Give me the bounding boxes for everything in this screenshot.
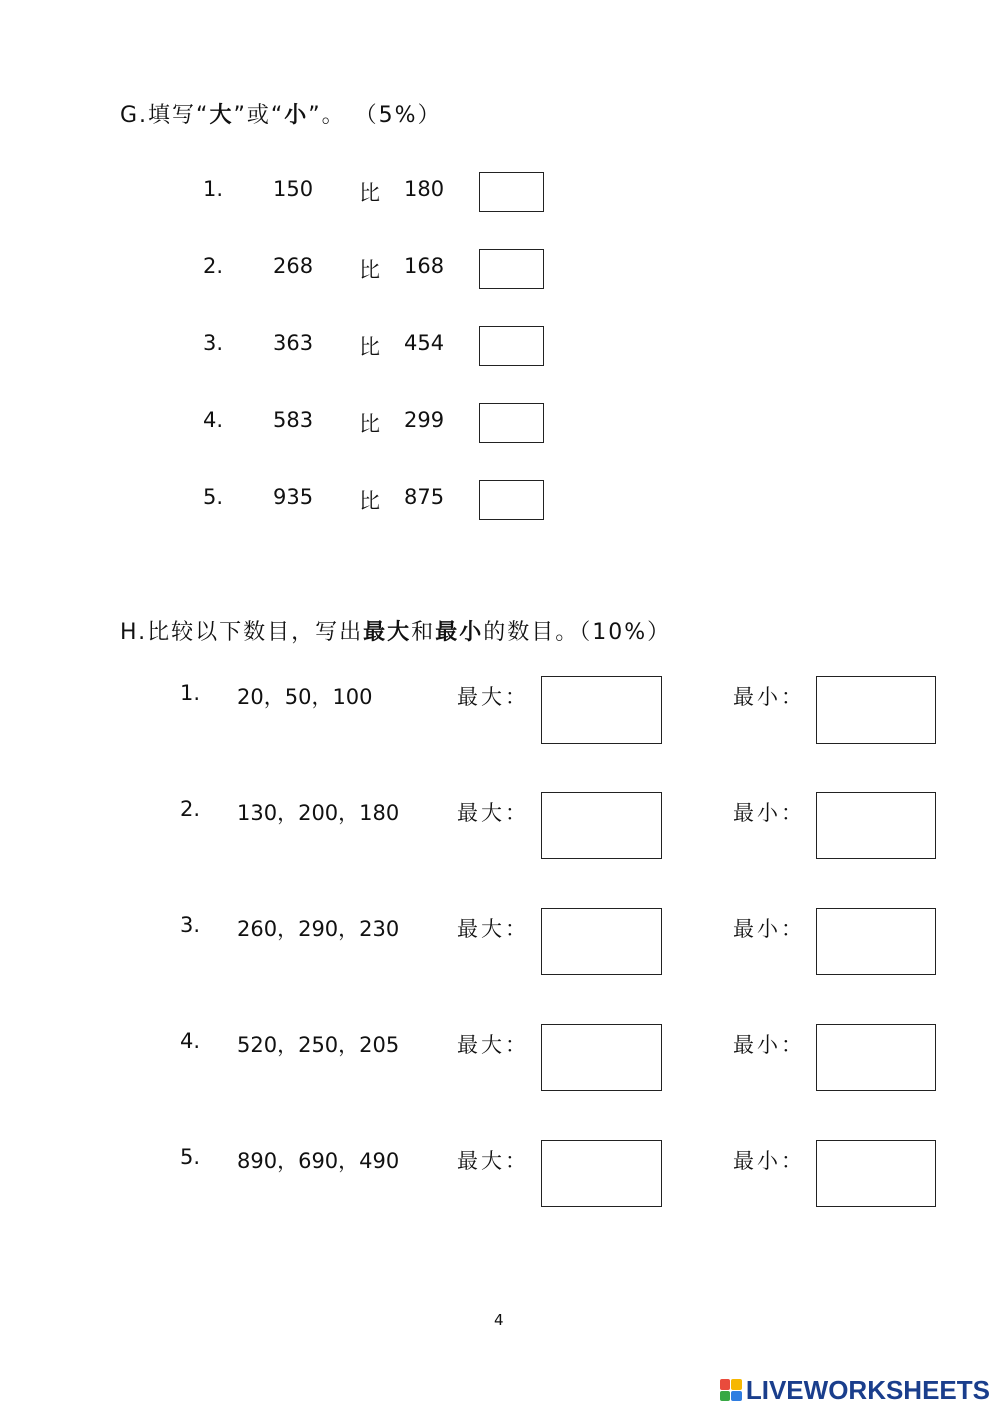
h-max-answer-box-1[interactable]	[541, 676, 662, 744]
section-h-title-prefix: H.比较以下数目，写出	[120, 620, 364, 645]
h-min-input-5[interactable]	[817, 1141, 935, 1206]
g-item-number: 3.	[203, 331, 224, 355]
h-item-numbers: 260，290，230	[237, 917, 400, 941]
g-item-compare-word: 比	[359, 258, 380, 282]
g-answer-input-4[interactable]	[480, 404, 543, 442]
g-item-number: 1.	[203, 177, 224, 201]
g-answer-box-2[interactable]	[479, 249, 544, 289]
g-answer-box-3[interactable]	[479, 326, 544, 366]
h-item-numbers: 20，50，100	[237, 685, 373, 709]
g-item-second-value: 168	[404, 254, 445, 278]
h-max-input-4[interactable]	[542, 1025, 661, 1090]
h-item-number: 1.	[180, 681, 201, 705]
h-min-label: 最小：	[733, 801, 805, 825]
section-g-title-suffix: ”。 （5%）	[308, 103, 442, 128]
h-max-label: 最大：	[457, 685, 529, 709]
g-item-compare-word: 比	[359, 412, 380, 436]
g-answer-input-1[interactable]	[480, 173, 543, 211]
section-h-title-bold-min: 最小	[435, 620, 484, 645]
g-answer-input-3[interactable]	[480, 327, 543, 365]
g-item-first-value: 363	[273, 331, 314, 355]
h-min-input-3[interactable]	[817, 909, 935, 974]
section-g-title-bold-small: 小	[284, 103, 309, 128]
h-max-input-2[interactable]	[542, 793, 661, 858]
g-item-compare-word: 比	[359, 335, 380, 359]
logo-square-green	[720, 1391, 731, 1402]
section-g-title-prefix: G.填写“	[120, 103, 210, 128]
section-g-title-mid: ”或“	[233, 103, 285, 128]
h-max-input-1[interactable]	[542, 677, 661, 743]
h-max-answer-box-4[interactable]	[541, 1024, 662, 1091]
section-h-title	[120, 615, 671, 646]
h-min-label: 最小：	[733, 1149, 805, 1173]
h-max-answer-box-2[interactable]	[541, 792, 662, 859]
h-min-label: 最小：	[733, 917, 805, 941]
section-h-title-suffix: 的数目。（10%）	[483, 620, 672, 645]
g-item-number: 5.	[203, 485, 224, 509]
liveworksheets-logo-text: LIVEWORKSHEETS	[745, 1374, 990, 1405]
h-max-answer-box-3[interactable]	[541, 908, 662, 975]
h-max-answer-box-5[interactable]	[541, 1140, 662, 1207]
liveworksheets-logo-icon	[720, 1379, 742, 1401]
h-min-label: 最小：	[733, 1033, 805, 1057]
g-item-first-value: 935	[273, 485, 314, 509]
g-item-second-value: 299	[404, 408, 445, 432]
h-max-input-3[interactable]	[542, 909, 661, 974]
logo-square-red	[720, 1379, 731, 1390]
g-answer-box-5[interactable]	[479, 480, 544, 520]
h-max-label: 最大：	[457, 1149, 529, 1173]
g-item-second-value: 180	[404, 177, 445, 201]
section-h-title-bold-max: 最大	[363, 620, 412, 645]
g-item-first-value: 268	[273, 254, 314, 278]
g-item-compare-word: 比	[359, 489, 380, 513]
h-item-number: 4.	[180, 1029, 201, 1053]
h-min-label: 最小：	[733, 685, 805, 709]
h-item-number: 2.	[180, 797, 201, 821]
h-max-label: 最大：	[457, 917, 529, 941]
h-item-number: 3.	[180, 913, 201, 937]
h-min-answer-box-3[interactable]	[816, 908, 936, 975]
h-item-numbers: 520，250，205	[237, 1033, 400, 1057]
h-max-input-5[interactable]	[542, 1141, 661, 1206]
g-answer-input-5[interactable]	[480, 481, 543, 519]
logo-square-blue	[731, 1391, 742, 1402]
g-item-compare-word: 比	[359, 181, 380, 205]
g-item-second-value: 875	[404, 485, 445, 509]
h-min-input-2[interactable]	[817, 793, 935, 858]
h-min-input-1[interactable]	[817, 677, 935, 743]
h-item-numbers: 130，200，180	[237, 801, 400, 825]
liveworksheets-logo	[720, 1375, 990, 1405]
section-h-title-mid: 和	[411, 620, 436, 645]
h-min-answer-box-2[interactable]	[816, 792, 936, 859]
h-min-answer-box-1[interactable]	[816, 676, 936, 744]
page-number: 4	[494, 1311, 504, 1329]
section-g-title	[120, 98, 442, 129]
section-g-title-bold-big: 大	[209, 103, 234, 128]
g-item-number: 2.	[203, 254, 224, 278]
g-answer-box-4[interactable]	[479, 403, 544, 443]
h-item-number: 5.	[180, 1145, 201, 1169]
g-answer-input-2[interactable]	[480, 250, 543, 288]
h-item-numbers: 890，690，490	[237, 1149, 400, 1173]
g-item-first-value: 583	[273, 408, 314, 432]
h-max-label: 最大：	[457, 1033, 529, 1057]
g-answer-box-1[interactable]	[479, 172, 544, 212]
h-min-answer-box-4[interactable]	[816, 1024, 936, 1091]
h-min-input-4[interactable]	[817, 1025, 935, 1090]
g-item-number: 4.	[203, 408, 224, 432]
h-min-answer-box-5[interactable]	[816, 1140, 936, 1207]
g-item-first-value: 150	[273, 177, 314, 201]
h-max-label: 最大：	[457, 801, 529, 825]
g-item-second-value: 454	[404, 331, 445, 355]
logo-square-yellow	[731, 1379, 742, 1390]
